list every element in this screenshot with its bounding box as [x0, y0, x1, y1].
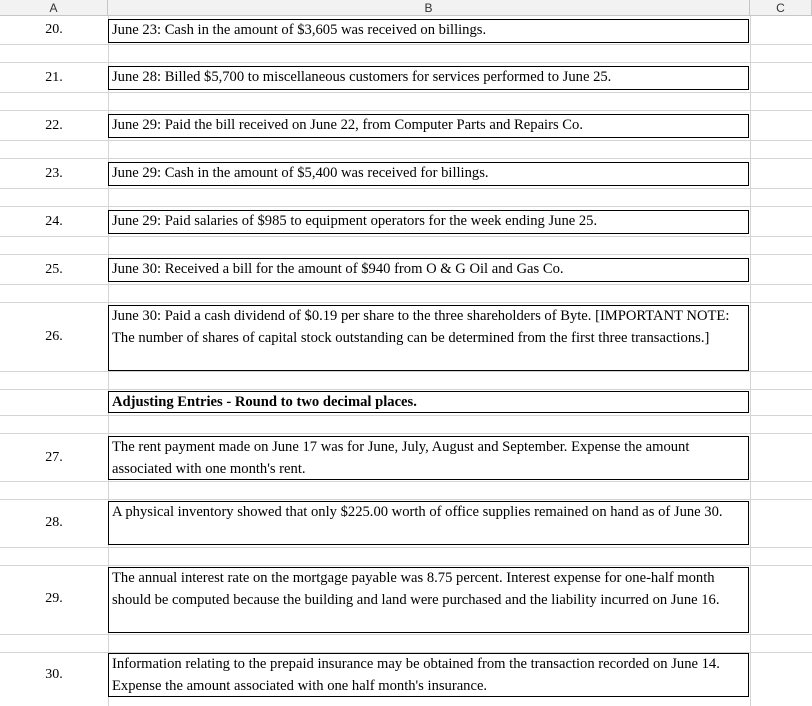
transaction-cell[interactable]: June 29: Paid salaries of $985 to equipment operators for the week ending June 25.	[108, 210, 749, 234]
grid-row-line	[0, 188, 812, 189]
grid-row-line	[0, 547, 812, 548]
transaction-cell[interactable]: A physical inventory showed that only $225.00 worth of office supplies remained on hand as of June 30.	[108, 501, 749, 545]
row-number: 21.	[45, 70, 63, 85]
grid-row-line	[0, 110, 812, 111]
grid-column-line	[750, 16, 751, 706]
grid-row-line	[0, 254, 812, 255]
grid-row-line	[0, 433, 812, 434]
row-number: 30.	[45, 667, 63, 682]
transaction-cell[interactable]: June 29: Paid the bill received on June 22, from Computer Parts and Repairs Co.	[108, 114, 749, 138]
transaction-cell[interactable]: Information relating to the prepaid insurance may be obtained from the transaction recorded on June 14. Expense the amount associated with one half month's insurance.	[108, 653, 749, 697]
grid-row-line	[0, 92, 812, 93]
grid-row-line	[0, 481, 812, 482]
grid-row-line	[0, 206, 812, 207]
transaction-cell[interactable]: June 28: Billed $5,700 to miscellaneous customers for services performed to June 25.	[108, 66, 749, 90]
transaction-cell[interactable]: June 23: Cash in the amount of $3,605 was received on billings.	[108, 19, 749, 43]
grid-row-line	[0, 565, 812, 566]
transaction-cell[interactable]: June 30: Received a bill for the amount of $940 from O & G Oil and Gas Co.	[108, 258, 749, 282]
grid-row-line	[0, 389, 812, 390]
row-number: 22.	[45, 118, 63, 133]
transaction-cell[interactable]: The annual interest rate on the mortgage payable was 8.75 percent. Interest expense for one-half month should be computed because the building and land were purchased and the liability incurred on June 16.	[108, 567, 749, 633]
grid-row-line	[0, 371, 812, 372]
row-number: 24.	[45, 214, 63, 229]
grid-row-line	[0, 284, 812, 285]
row-number: 27.	[45, 450, 63, 465]
grid-row-line	[0, 62, 812, 63]
grid-row-line	[0, 415, 812, 416]
column-header-b[interactable]: B	[108, 0, 750, 16]
grid-row-line	[0, 140, 812, 141]
column-header-a[interactable]: A	[0, 0, 108, 16]
grid-row-line	[0, 236, 812, 237]
row-number: 29.	[45, 591, 63, 606]
row-number: 23.	[45, 166, 63, 181]
row-number: 26.	[45, 329, 63, 344]
grid-row-line	[0, 634, 812, 635]
transaction-cell[interactable]: June 30: Paid a cash dividend of $0.19 per share to the three shareholders of Byte. [IMPORTANT NOTE: The number of shares of capital stock outstanding can be determined from the first three transactions.]	[108, 305, 749, 371]
transaction-cell[interactable]: The rent payment made on June 17 was for June, July, August and September. Expense the amount associated with one month's rent.	[108, 436, 749, 480]
grid-row-line	[0, 158, 812, 159]
adjusting-entries-heading[interactable]: Adjusting Entries - Round to two decimal places.	[108, 391, 749, 413]
grid-row-line	[0, 499, 812, 500]
row-number: 28.	[45, 515, 63, 530]
row-number: 25.	[45, 262, 63, 277]
transaction-cell[interactable]: June 29: Cash in the amount of $5,400 was received for billings.	[108, 162, 749, 186]
column-header-c[interactable]: C	[750, 0, 812, 16]
grid-row-line	[0, 302, 812, 303]
row-number: 20.	[45, 22, 63, 37]
grid-row-line	[0, 44, 812, 45]
